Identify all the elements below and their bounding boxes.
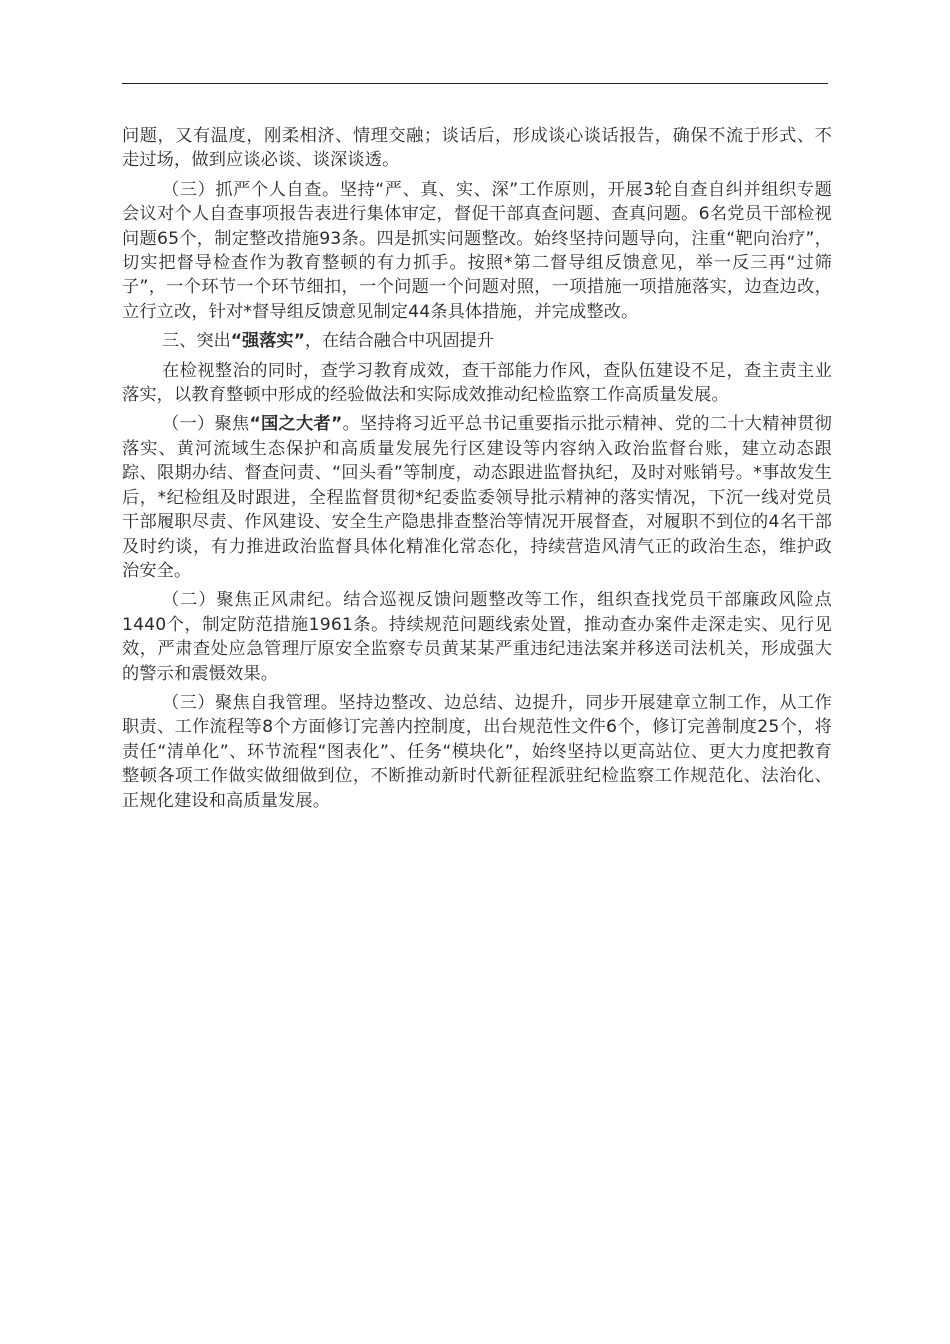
- paragraph-discipline: （二）聚焦正风肃纪。结合巡视反馈问题整改等工作，组织查找党员干部廉政风险点1440个，制定防范措施1961条。持续规范问题线索处置，推动查办案件走深走实、见行见效，严肃查处应急管理厅原安全监察专员黄某某严重违纪违法案并移送司法机关，形成强大的警示和震慑效果。: [122, 590, 832, 684]
- header-rule: [122, 83, 828, 84]
- paragraph-section-intro: 在检视整治的同时，查学习教育成效，查干部能力作风，查队伍建设不足，查主责主业落实，以教育整顿中形成的经验做法和实际成效推动纪检监察工作高质量发展。: [122, 360, 832, 406]
- focus-prefix: （一）聚焦: [162, 414, 250, 435]
- document-body: [122, 124, 832, 818]
- section-heading-3: [122, 329, 832, 353]
- focus-bold: “国之大者”: [249, 414, 343, 435]
- paragraph-self-inspection: （三）抓严个人自查。坚持“严、真、实、深”工作原则，开展3轮自查自纠并组织专题会议对个人自查事项报告表进行集体审定，督促干部真查问题、查真问题。6名党员干部检视问题65个，制定整改措施93条。四是抓实问题整改。始终坚持问题导向，注重“靶向治疗”，切实把督导检查作为教育整顿的有力抓手。按照*第二督导组反馈意见，举一反三再“过筛子”，一个环节一个环节细扣，一个问题一个问题对照，一项措施一项措施落实，边查边改，立行立改，针对*督导组反馈意见制定44条具体措施，并完成整改。: [122, 179, 832, 322]
- heading-suffix: ，在结合融合中巩固提升: [304, 331, 494, 352]
- heading-bold: “强落实”: [230, 331, 305, 352]
- heading-prefix: 三、突出: [162, 331, 231, 352]
- focus-suffix: 。坚持将习近平总书记重要指示批示精神、党的二十大精神贯彻落实、黄河流域生态保护和高质量发展先行区建设等内容纳入政治监督台账，建立动态跟踪、限期办结、督查问责、“回头看”等制度，动态跟进监督执纪，及时对账销号。*事故发生后，*纪检组及时跟进，全程监督贯彻*纪委监委领导批示精神的落实情况，下沉一线对党员干部履职尽责、作风建设、安全生产隐患排查整治等情况开展督查，对履职不到位的4名干部及时约谈，有力推进政治监督具体化精准化常态化，持续营造风清气正的政治生态，维护政治安全。: [122, 414, 832, 581]
- paragraph-continued: 问题，又有温度，刚柔相济、情理交融；谈话后，形成谈心谈话报告，确保不流于形式、不走过场，做到应谈必谈、谈深谈透。: [122, 126, 832, 171]
- paragraph-focus-national: [122, 412, 832, 583]
- paragraph-self-management: （三）聚焦自我管理。坚持边整改、边总结、边提升，同步开展建章立制工作，从工作职责、工作流程等8个方面修订完善内控制度，出台规范性文件6个，修订完善制度25个，将责任“清单化”、环节流程“图表化”、任务“模块化”，始终坚持以更高站位、更大力度把教育整顿各项工作做实做细做到位，不断推动新时代新征程派驻纪检监察工作规范化、法治化、正规化建设和高质量发展。: [122, 692, 832, 811]
